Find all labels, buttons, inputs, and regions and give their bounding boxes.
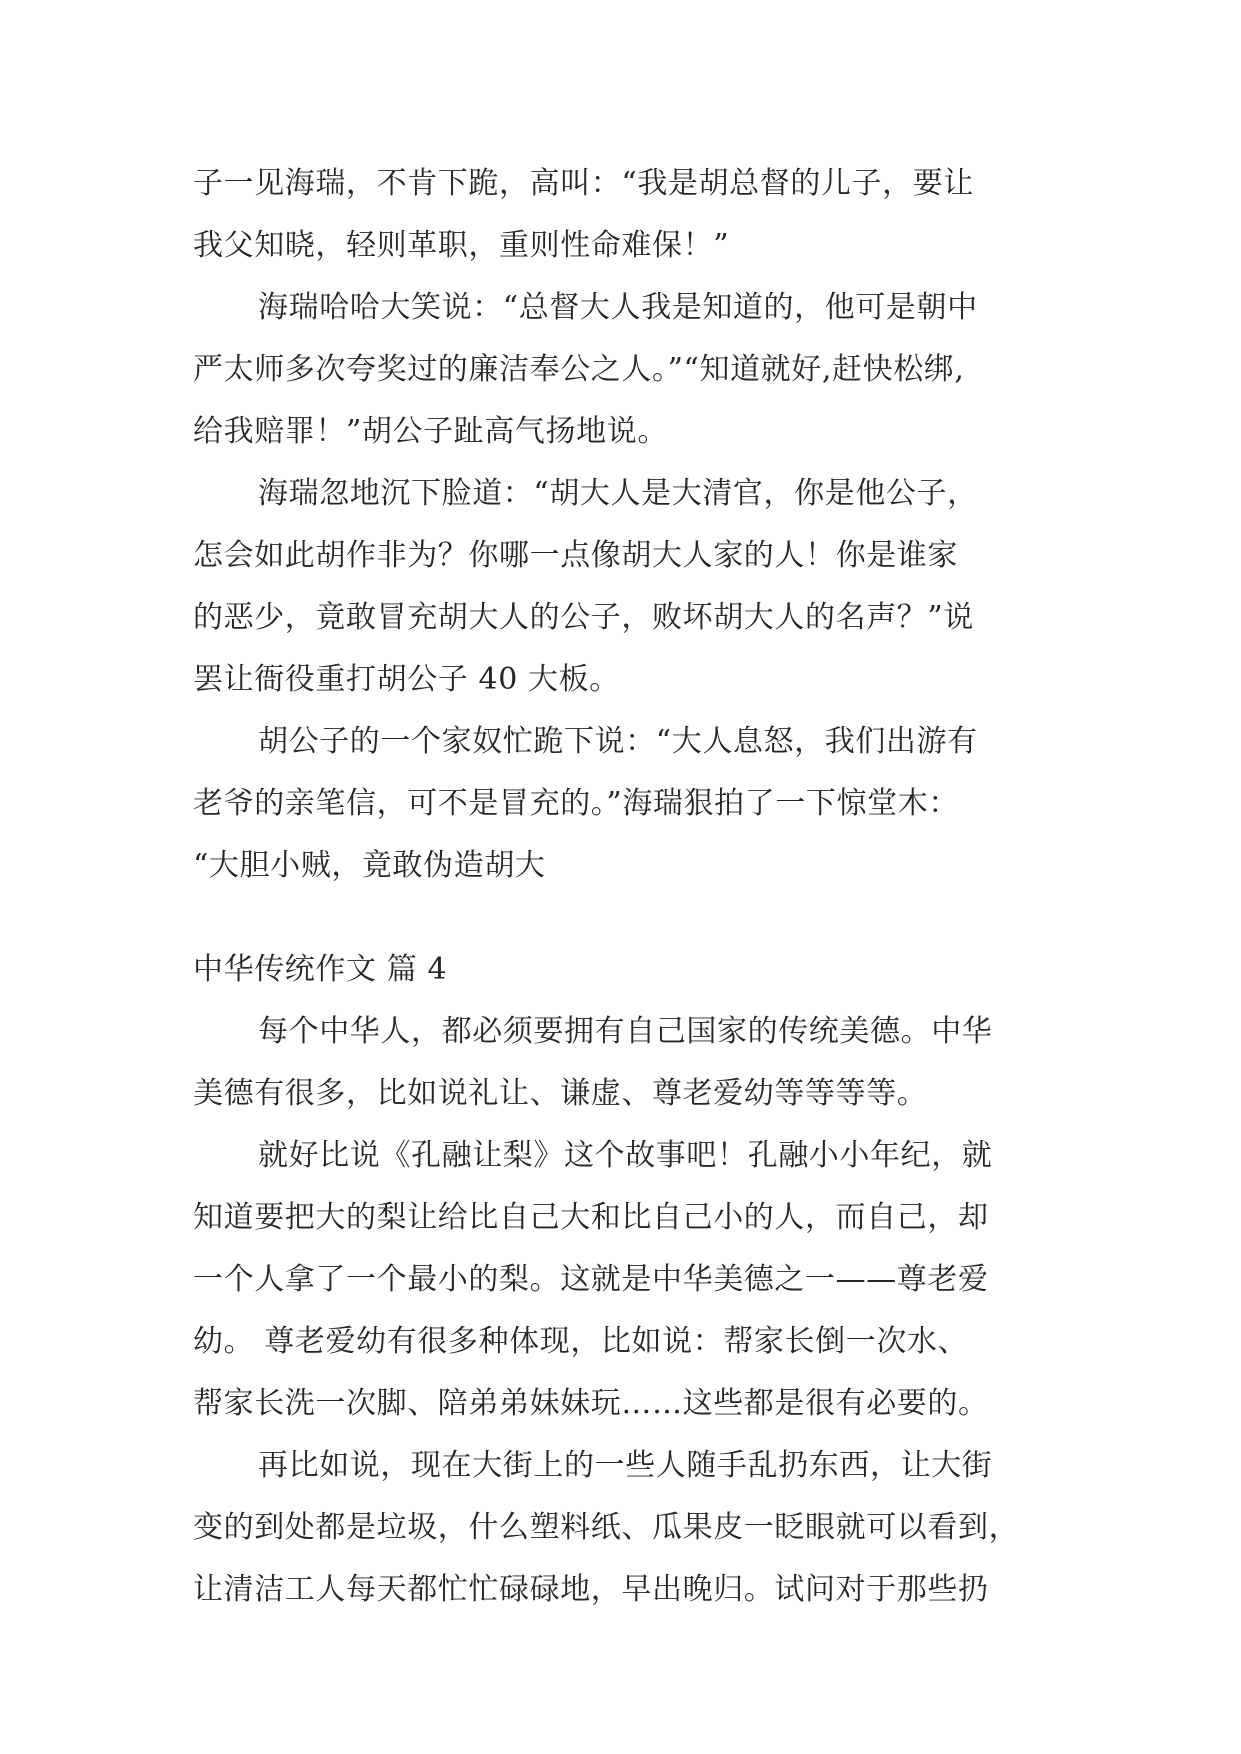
text-line: 让清洁工人每天都忙忙碌碌地，早出晚归。试问对于那些扔 xyxy=(193,1572,989,1607)
paragraph-line: 海瑞忽地沉下脸道：“胡大人是大清官，你是他公子， xyxy=(258,476,978,511)
text-line: 的恶少，竟敢冒充胡大人的公子，败坏胡大人的名声？”说 xyxy=(193,600,974,635)
text-line: 幼。 尊老爱幼有很多种体现，比如说：帮家长倒一次水、 xyxy=(193,1324,969,1359)
paragraph-line: 每个中华人，都必须要拥有自己国家的传统美德。中华 xyxy=(258,1014,993,1049)
text-line: 老爷的亲笔信，可不是冒充的。”海瑞狠拍了一下惊堂木： xyxy=(193,786,959,821)
paragraph-line: 就好比说《孔融让梨》这个故事吧！孔融小小年纪，就 xyxy=(258,1138,993,1173)
text-line: 帮家长洗一次脚、陪弟弟妹妹玩……这些都是很有必要的。 xyxy=(193,1386,989,1421)
paragraph-line: 海瑞哈哈大笑说：“总督大人我是知道的，他可是朝中 xyxy=(258,290,978,325)
text-line: 怎会如此胡作非为？你哪一点像胡大人家的人！你是谁家 xyxy=(193,538,958,573)
text-line: 变的到处都是垃圾，什么塑料纸、瓜果皮一眨眼就可以看到， xyxy=(193,1510,1020,1545)
text-line: 给我赔罪！”胡公子趾高气扬地说。 xyxy=(193,414,668,449)
text-line: 知道要把大的梨让给比自己大和比自己小的人，而自己，却 xyxy=(193,1200,989,1235)
text-line: 一个人拿了一个最小的梨。这就是中华美德之一——尊老爱 xyxy=(193,1262,989,1297)
text-line: “大胆小贼，竟敢伪造胡大 xyxy=(193,848,546,883)
text-line: 子一见海瑞，不肯下跪，高叫：“我是胡总督的儿子，要让 xyxy=(193,166,974,201)
text-line: 我父知晓，轻则革职，重则性命难保！” xyxy=(193,228,730,263)
text-line: 严太师多次夸奖过的廉洁奉公之人。”“知道就好,赶快松绑, xyxy=(193,352,965,387)
section-heading: 中华传统作文 篇 4 xyxy=(193,952,448,987)
text-line: 罢让衙役重打胡公子 40 大板。 xyxy=(193,662,620,697)
paragraph-line: 胡公子的一个家奴忙跪下说：“大人息怒，我们出游有 xyxy=(258,724,978,759)
paragraph-line: 再比如说，现在大街上的一些人随手乱扔东西，让大街 xyxy=(258,1448,993,1483)
text-line: 美德有很多，比如说礼让、谦虚、尊老爱幼等等等等。 xyxy=(193,1076,928,1111)
